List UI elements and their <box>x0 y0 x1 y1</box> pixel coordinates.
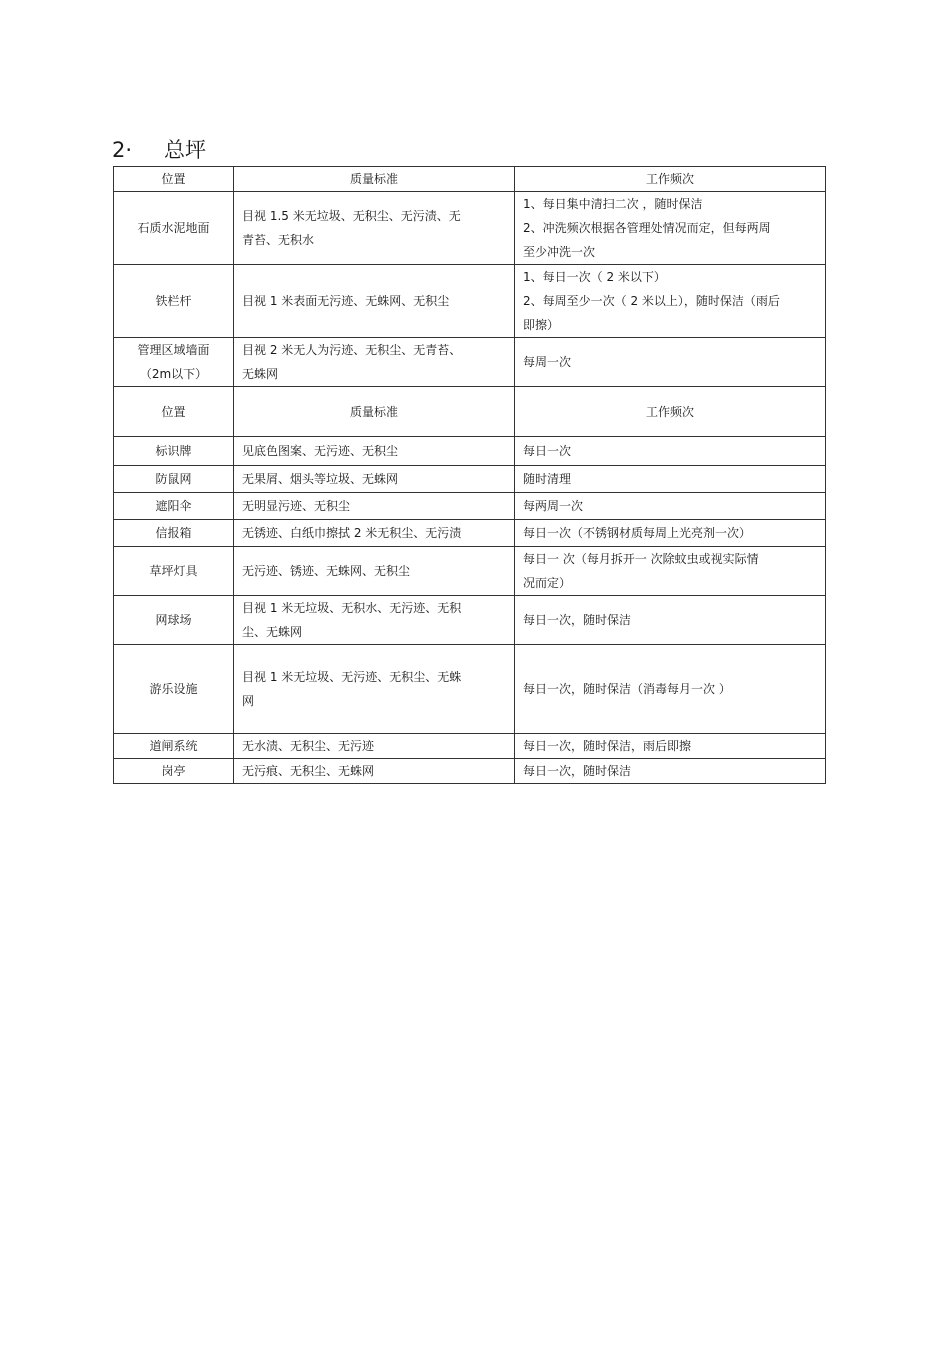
cell-standard-line: 无果屑、烟头等垃圾、无蛛网 <box>242 472 399 486</box>
cell-location-line: 铁栏杆 <box>155 294 192 308</box>
table-row <box>114 759 826 784</box>
cell-standard-line: 青苔、无积水 <box>242 233 315 247</box>
cell-location-line: 防鼠网 <box>155 472 192 486</box>
cell-location-line: 游乐设施 <box>149 682 198 696</box>
cell-frequency <box>515 493 826 520</box>
cell-standard-line: 无污迹、锈迹、无蛛网、无积尘 <box>242 564 411 578</box>
section-number: 2· <box>112 138 133 162</box>
table-row <box>114 192 826 265</box>
cell-standard <box>234 734 515 759</box>
section-title: 总坪 <box>164 138 206 162</box>
cell-location <box>114 265 234 338</box>
cell-standard <box>234 466 515 493</box>
cell-location-line: 信报箱 <box>155 526 192 540</box>
table-row <box>114 338 826 387</box>
cell-location-line: 道闸系统 <box>149 739 198 753</box>
table-repeat-header-row <box>114 387 826 437</box>
cell-location <box>114 466 234 493</box>
cell-standard <box>234 547 515 596</box>
cell-location <box>114 596 234 645</box>
cell-location <box>114 437 234 466</box>
table-row <box>114 520 826 547</box>
table-row <box>114 493 826 520</box>
cell-frequency-line: 每日一次 <box>523 444 572 458</box>
table-row <box>114 437 826 466</box>
cell-frequency <box>515 645 826 734</box>
cell-location-line: 草坪灯具 <box>149 564 198 578</box>
cell-frequency <box>515 520 826 547</box>
cell-frequency-line: 随时清理 <box>523 472 572 486</box>
cell-frequency <box>515 437 826 466</box>
cell-frequency-line: 况而定） <box>523 576 572 590</box>
cell-frequency-line: 1、每日集中清扫二次 ，随时保洁 <box>523 197 703 211</box>
cell-standard-line: 无锈迹、白纸巾擦拭 2 米无积尘、无污渍 <box>242 526 462 540</box>
header-frequency: 工作频次 <box>515 167 826 192</box>
cell-frequency-line: 每日一次，随时保洁 <box>523 764 632 778</box>
cell-standard <box>234 493 515 520</box>
cell-location <box>114 493 234 520</box>
header-location: 位置 <box>114 167 234 192</box>
cell-frequency-line: 每日一次，随时保洁 <box>523 613 632 627</box>
cell-frequency <box>515 192 826 265</box>
cell-standard-line: 无污痕、无积尘、无蛛网 <box>242 764 375 778</box>
cell-frequency-line: 至少冲洗一次 <box>523 245 596 259</box>
cell-location-line: 岗亭 <box>161 764 186 778</box>
cell-location <box>114 645 234 734</box>
cell-location-line: 管理区域墙面 <box>137 343 210 357</box>
cell-location <box>114 734 234 759</box>
cell-standard-line: 目视 1 米表面无污迹、无蛛网、无积尘 <box>242 294 450 308</box>
cell-standard <box>234 520 515 547</box>
cell-standard <box>234 759 515 784</box>
cell-frequency-line: 每日一 次（每月拆开一 次除蚊虫或视实际情 <box>523 552 759 566</box>
cell-frequency <box>515 338 826 387</box>
cell-frequency-line: 每周一次 <box>523 355 572 369</box>
header-frequency: 工作频次 <box>515 387 826 437</box>
cell-frequency-line: 2、每周至少一次（ 2 米以上），随时保洁（雨后 <box>523 294 780 308</box>
cell-location-line: 遮阳伞 <box>155 499 192 513</box>
cell-standard-line: 网 <box>242 694 255 708</box>
header-standard: 质量标准 <box>234 167 515 192</box>
header-location: 位置 <box>114 387 234 437</box>
cell-standard <box>234 645 515 734</box>
cell-standard-line: 目视 1 米无垃圾、无污迹、无积尘、无蛛 <box>242 670 462 684</box>
cell-standard-line: 无明显污迹、无积尘 <box>242 499 351 513</box>
cell-frequency <box>515 466 826 493</box>
cell-location-line: 石质水泥地面 <box>137 221 210 235</box>
cell-location <box>114 547 234 596</box>
section-heading <box>112 136 206 164</box>
cell-standard-line: 见底色图案、无污迹、无积尘 <box>242 444 399 458</box>
cell-frequency-line: 每日一次，随时保洁（消毒每月一次 ） <box>523 682 731 696</box>
cell-frequency <box>515 734 826 759</box>
cell-frequency <box>515 265 826 338</box>
cell-standard-line: 目视 1 米无垃圾、无积水、无污迹、无积 <box>242 601 462 615</box>
table-row <box>114 734 826 759</box>
header-standard: 质量标准 <box>234 387 515 437</box>
cell-standard-line: 尘、无蛛网 <box>242 625 303 639</box>
cell-location <box>114 520 234 547</box>
cell-frequency-line: 每日一次（不锈钢材质每周上光亮剂一次） <box>523 526 752 540</box>
table-row <box>114 265 826 338</box>
table-row <box>114 547 826 596</box>
cell-standard <box>234 338 515 387</box>
cell-frequency-line: 每两周一次 <box>523 499 584 513</box>
cell-frequency-line: 每日一次，随时保洁，雨后即擦 <box>523 739 692 753</box>
cell-standard <box>234 265 515 338</box>
cell-standard <box>234 437 515 466</box>
cell-frequency <box>515 547 826 596</box>
table-header-row <box>114 167 826 192</box>
cell-location-line: （2m以下） <box>139 367 208 381</box>
cell-frequency-line: 2、冲洗频次根据各管理处情况而定，但每两周 <box>523 221 771 235</box>
cell-frequency-line: 即擦） <box>523 318 560 332</box>
cell-standard-line: 目视 2 米无人为污迹、无积尘、无青苔、 <box>242 343 462 357</box>
cell-standard-line: 目视 1.5 米无垃圾、无积尘、无污渍、无 <box>242 209 461 223</box>
table-row <box>114 645 826 734</box>
cleaning-standards-table <box>113 166 826 784</box>
cell-standard <box>234 192 515 265</box>
cell-location <box>114 192 234 265</box>
cell-location-line: 网球场 <box>155 613 192 627</box>
cell-standard-line: 无水渍、无积尘、无污迹 <box>242 739 375 753</box>
cell-standard-line: 无蛛网 <box>242 367 279 381</box>
cell-location-line: 标识牌 <box>155 444 192 458</box>
cell-standard <box>234 596 515 645</box>
cell-location <box>114 759 234 784</box>
cell-location <box>114 338 234 387</box>
cell-frequency-line: 1、每日一次（ 2 米以下） <box>523 270 666 284</box>
table-row <box>114 596 826 645</box>
cell-frequency <box>515 759 826 784</box>
table-row <box>114 466 826 493</box>
cell-frequency <box>515 596 826 645</box>
